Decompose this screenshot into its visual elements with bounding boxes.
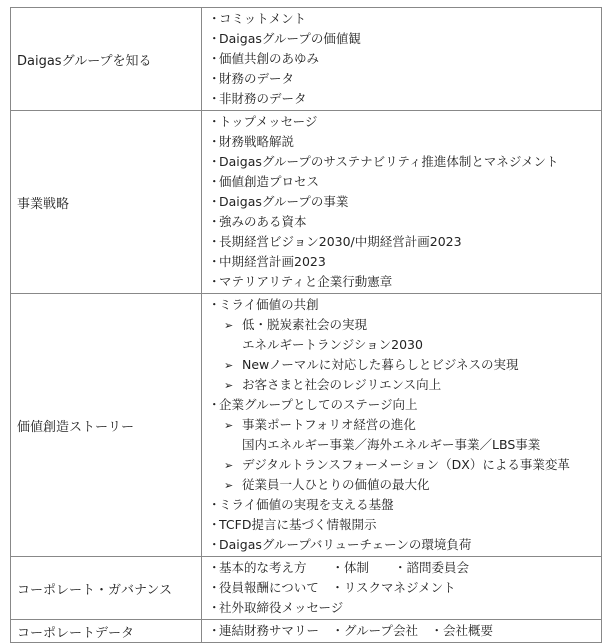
list-item[interactable]: [202, 9, 601, 29]
list-item[interactable]: [202, 395, 601, 415]
section-item-list: [202, 294, 602, 557]
section-item-list: [202, 557, 602, 620]
list-item[interactable]: [202, 112, 601, 132]
section-item-list: [202, 8, 602, 111]
bullet-marker: ・: [208, 600, 221, 615]
section-label: コーポレートデータ: [11, 620, 202, 643]
item-text: エネルギートランジション2030: [242, 337, 423, 352]
item-text: Daigasグループの価値観: [219, 31, 361, 46]
list-item[interactable]: [202, 272, 601, 292]
arrow-icon: ➢: [224, 319, 234, 332]
arrow-icon: ➢: [224, 459, 234, 472]
bullet-marker: ・: [208, 194, 221, 209]
bullet-marker: ・: [208, 214, 221, 229]
bullet-marker: ・: [208, 623, 221, 638]
item-text: デジタルトランスフォーメーション（DX）による事業変革: [242, 457, 570, 472]
section-row: [11, 620, 602, 643]
item-text: 財務戦略解説: [219, 134, 295, 149]
list-item[interactable]: [202, 212, 601, 232]
item-text: 連結財務サマリー ・グループ会社 ・会社概要: [219, 623, 494, 638]
bullet-marker: ・: [208, 537, 221, 552]
bullet-marker: ・: [208, 51, 221, 66]
sub-list-item[interactable]: [202, 375, 601, 395]
list-item[interactable]: [202, 192, 601, 212]
sub-list-item[interactable]: [202, 315, 601, 335]
bullet-marker: ・: [208, 11, 221, 26]
bullet-marker: ・: [208, 174, 221, 189]
list-item[interactable]: [202, 89, 601, 109]
item-text: 非財務のデータ: [219, 91, 307, 106]
bullet-marker: ・: [208, 154, 221, 169]
item-text: 財務のデータ: [219, 71, 295, 86]
section-item-list: [202, 111, 602, 294]
item-text: ミライ価値の共創: [219, 297, 319, 312]
item-text: マテリアリティと企業行動憲章: [219, 274, 393, 289]
item-text: Daigasグループの事業: [219, 194, 349, 209]
bullet-marker: ・: [208, 31, 221, 46]
bullet-marker: ・: [208, 134, 221, 149]
arrow-icon: ➢: [224, 379, 234, 392]
item-text: 価値創造プロセス: [219, 174, 320, 189]
sub-list-item-continuation[interactable]: [202, 435, 601, 455]
section-row: [11, 8, 602, 111]
list-item[interactable]: [202, 578, 601, 598]
list-item[interactable]: [202, 598, 601, 618]
item-text: 国内エネルギー事業／海外エネルギー事業／LBS事業: [242, 437, 541, 452]
list-item[interactable]: [202, 49, 601, 69]
item-text: 長期経営ビジョン2030/中期経営計画2023: [219, 234, 462, 249]
section-label: 事業戦略: [11, 111, 202, 294]
list-item[interactable]: [202, 535, 601, 555]
bullet-marker: ・: [208, 71, 221, 86]
section-row: [11, 557, 602, 620]
sub-list-item[interactable]: [202, 475, 601, 495]
arrow-icon: ➢: [224, 479, 234, 492]
bullet-marker: ・: [208, 234, 221, 249]
list-item[interactable]: [202, 252, 601, 272]
section-label: 価値創造ストーリー: [11, 294, 202, 557]
bullet-marker: ・: [208, 254, 221, 269]
list-item[interactable]: [202, 29, 601, 49]
item-text: 社外取締役メッセージ: [219, 600, 344, 615]
bullet-marker: ・: [208, 274, 221, 289]
sub-list-item-continuation[interactable]: [202, 335, 601, 355]
item-text: 強みのある資本: [219, 214, 307, 229]
sub-list-item[interactable]: [202, 415, 601, 435]
bullet-marker: ・: [208, 114, 221, 129]
item-text: 企業グループとしてのステージ向上: [219, 397, 418, 412]
bullet-marker: ・: [208, 397, 221, 412]
item-text: コミットメント: [219, 11, 307, 26]
bullet-marker: ・: [208, 517, 221, 532]
list-item[interactable]: [202, 69, 601, 89]
arrow-icon: ➢: [224, 419, 234, 432]
list-item[interactable]: [202, 558, 601, 578]
item-text: Newノーマルに対応した暮らしとビジネスの実現: [242, 357, 519, 372]
item-text: ミライ価値の実現を支える基盤: [219, 497, 394, 512]
list-item[interactable]: [202, 621, 601, 641]
item-text: 従業員一人ひとりの価値の最大化: [242, 477, 430, 492]
section-row: [11, 294, 602, 557]
sub-list-item[interactable]: [202, 455, 601, 475]
section-label: Daigasグループを知る: [11, 8, 202, 111]
list-item[interactable]: [202, 152, 601, 172]
arrow-icon: ➢: [224, 359, 234, 372]
bullet-marker: ・: [208, 91, 221, 106]
section-row: [11, 111, 602, 294]
list-item[interactable]: [202, 495, 601, 515]
item-text: お客さまと社会のレジリエンス向上: [242, 377, 442, 392]
item-text: 基本的な考え方 ・体制 ・諮問委員会: [219, 560, 470, 575]
sub-list-item[interactable]: [202, 355, 601, 375]
item-text: Daigasグループバリューチェーンの環境負荷: [219, 537, 472, 552]
item-text: 低・脱炭素社会の実現: [242, 317, 368, 332]
bullet-marker: ・: [208, 497, 221, 512]
bullet-marker: ・: [208, 580, 221, 595]
item-text: 中期経営計画2023: [219, 254, 326, 269]
list-item[interactable]: [202, 515, 601, 535]
bullet-marker: ・: [208, 560, 221, 575]
section-label: コーポレート・ガバナンス: [11, 557, 202, 620]
item-text: 価値共創のあゆみ: [219, 51, 320, 66]
list-item[interactable]: [202, 295, 601, 315]
list-item[interactable]: [202, 132, 601, 152]
bullet-marker: ・: [208, 297, 221, 312]
item-text: トップメッセージ: [219, 114, 318, 129]
section-item-list: [202, 620, 602, 643]
item-text: 事業ポートフォリオ経営の進化: [242, 417, 416, 432]
list-item[interactable]: [202, 172, 601, 192]
list-item[interactable]: [202, 232, 601, 252]
item-text: 役員報酬について ・リスクマネジメント: [219, 580, 456, 595]
item-text: Daigasグループのサステナビリティ推進体制とマネジメント: [219, 154, 559, 169]
contents-table: [10, 7, 602, 643]
item-text: TCFD提言に基づく情報開示: [219, 517, 377, 532]
